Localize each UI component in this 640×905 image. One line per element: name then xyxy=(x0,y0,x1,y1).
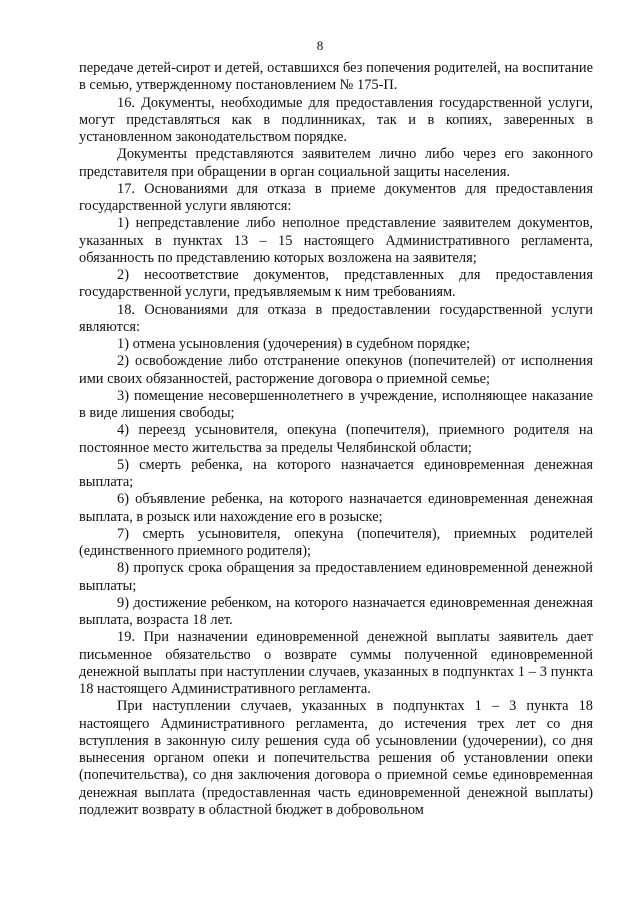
page-number: 8 xyxy=(316,38,324,53)
paragraph-p17: 17. Основаниями для отказа в приеме документов для предоставления государственной услуги являются: xyxy=(79,180,593,214)
paragraph-p16: 16. Документы, необходимые для предоставления государственной услуги, могут представляться как в подлинниках, так и в копиях, заверенных в установленном законодательством порядке. xyxy=(79,94,593,145)
paragraph-p18-7: 7) смерть усыновителя, опекуна (попечителя), приемных родителей (единственного приемного родителя); xyxy=(79,525,593,559)
paragraph-p-cont: передаче детей-сирот и детей, оставшихся без попечения родителей, на воспитание в семью, утвержденному постановлением № 175-П. xyxy=(79,60,593,94)
paragraph-p17-2: 2) несоответствие документов, представленных для предоставления государственной услуги, предъявляемым к ним требованиям. xyxy=(79,267,593,301)
paragraph-p17-1: 1) непредставление либо неполное представление заявителем документов, указанных в пунктах 13 – 15 настоящего Административного регламента, обязанность по представлению которых возложена на заявителя; xyxy=(79,215,593,266)
paragraph-p19: 19. При назначении единовременной денежной выплаты заявитель дает письменное обязательство о возврате суммы полученной единовременной денежной выплаты при наступлении случаев, указанных в подпунктах 1 – 3 пункта 18 настоящего Административного регламента. xyxy=(79,629,593,697)
paragraph-p18-1: 1) отмена усыновления (удочерения) в судебном порядке; xyxy=(117,336,471,352)
paragraph-p18-2: 2) освобождение либо отстранение опекунов (попечителей) от исполнения ими своих обязанностей, расторжение договора о приемной семье; xyxy=(79,353,593,387)
paragraph-p18-3: 3) помещение несовершеннолетнего в учреждение, исполняющее наказание в виде лишения свободы; xyxy=(79,387,593,421)
paragraph-p16b: Документы представляются заявителем лично либо через его законного представителя при обращении в орган социальной защиты населения. xyxy=(79,146,593,180)
paragraph-p18-5: 5) смерть ребенка, на которого назначается единовременная денежная выплата; xyxy=(79,456,593,490)
paragraph-p18-4: 4) переезд усыновителя, опекуна (попечителя), приемного родителя на постоянное место жительства за пределы Челябинской области; xyxy=(79,422,593,456)
document-body xyxy=(79,60,593,819)
paragraph-p19b: При наступлении случаев, указанных в подпунктах 1 – 3 пункта 18 настоящего Административного регламента, до истечения трех лет со дня вступления в законную силу решения суда об усыновлении (удочерении), со дня вынесения органом опеки и попечительства решения об установлении опеки (попечительства), со дня заключения договора о приемной семье единовременная денежная выплата (предоставленная часть единовременной денежной выплаты) подлежит возврату в областной бюджет в добровольном xyxy=(79,698,593,818)
paragraph-p18-9: 9) достижение ребенком, на которого назначается единовременная денежная выплата, возраста 18 лет. xyxy=(79,594,593,628)
paragraph-p18: 18. Основаниями для отказа в предоставлении государственной услуги являются: xyxy=(79,301,593,335)
paragraph-p18-6: 6) объявление ребенка, на которого назначается единовременная денежная выплата, в розыск или нахождение его в розыске; xyxy=(79,491,593,525)
paragraph-p18-8: 8) пропуск срока обращения за предоставлением единовременной денежной выплаты; xyxy=(79,560,593,594)
